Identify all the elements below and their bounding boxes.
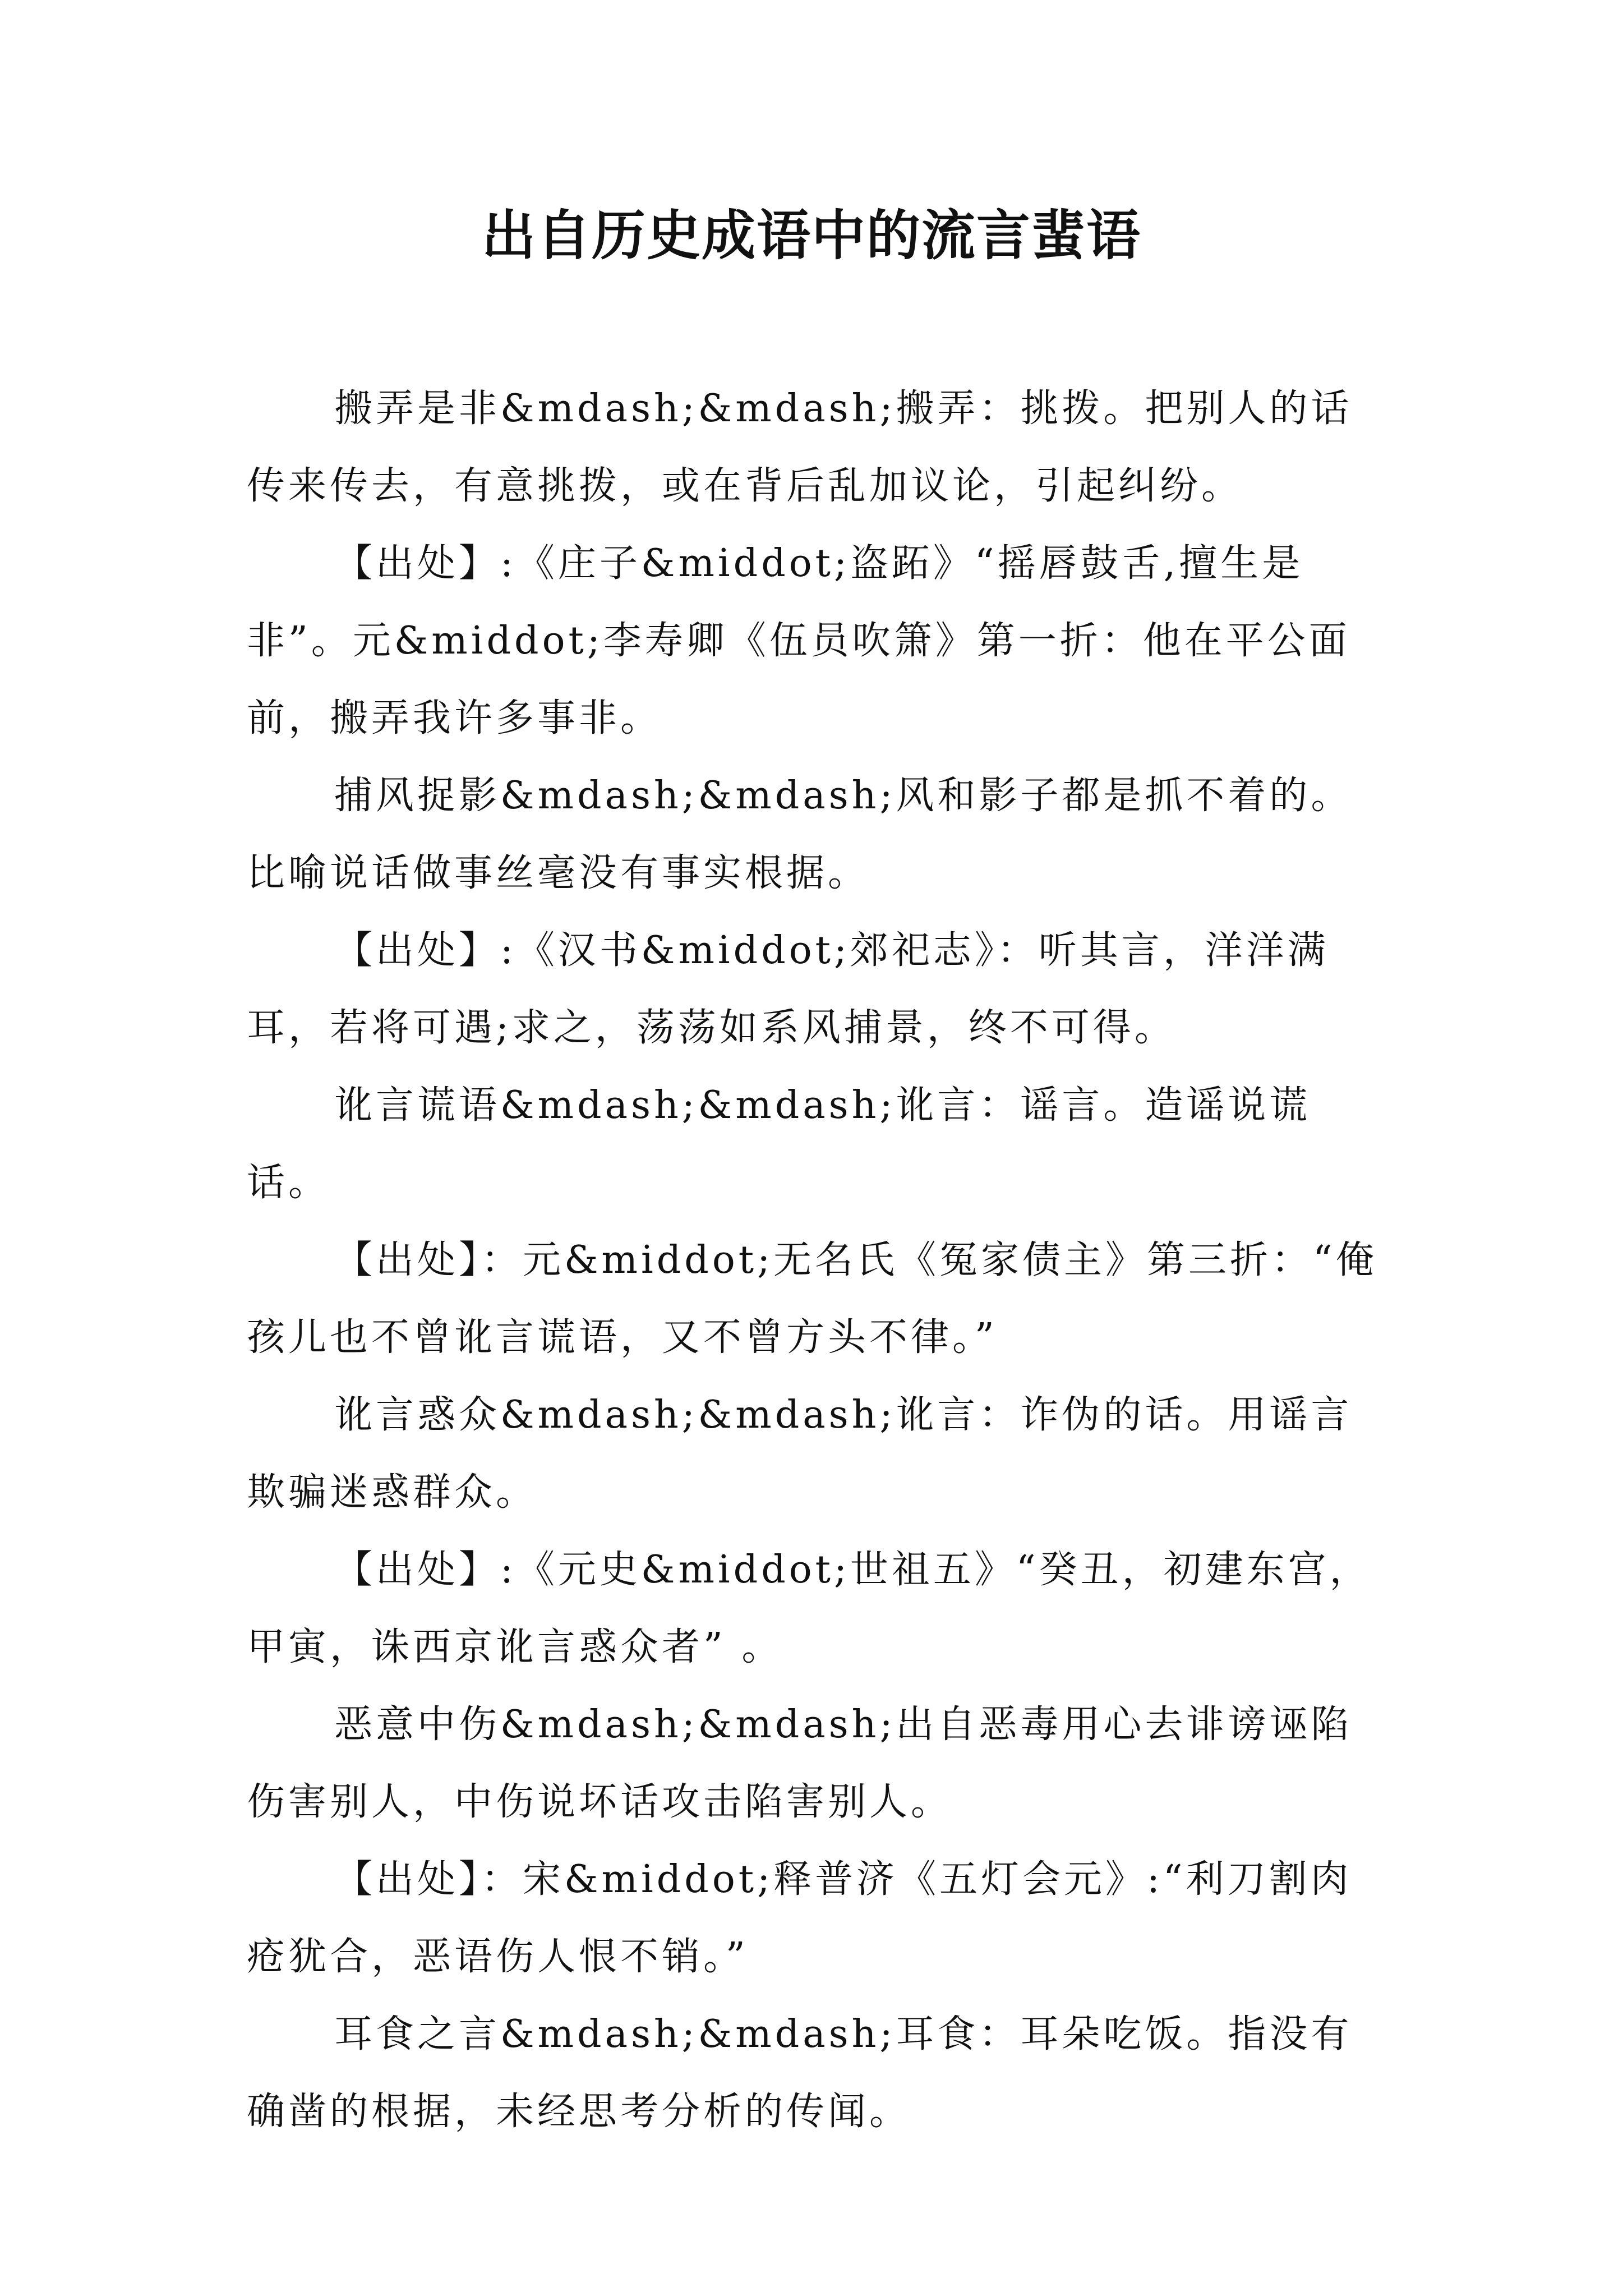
paragraph-9: 恶意中伤&mdash;&mdash;出自恶毒用心去诽谤诬陷伤害别人，中伤说坏话攻击陷害别人。 xyxy=(247,1703,1353,1824)
paragraph-6: 【出处】：元&middot;无名氏《冤家债主》第三折：“俺孩儿也不曾讹言谎语，又不曾方头不律。” xyxy=(247,1238,1377,1360)
paragraph-7: 讹言惑众&mdash;&mdash;讹言：诈伪的话。用谣言欺骗迷惑群众。 xyxy=(247,1393,1353,1515)
paragraph-10: 【出处】：宋&middot;释普济《五灯会元》:“利刀割肉疮犹合，恶语伤人恨不销。” xyxy=(247,1857,1352,1979)
paragraph-11: 耳食之言&mdash;&mdash;耳食：耳朵吃饭。指没有确凿的根据，未经思考分析的传闻。 xyxy=(247,2012,1353,2134)
paragraph-1: 搬弄是非&mdash;&mdash;搬弄：挑拨。把别人的话传来传去，有意挑拨，或在背后乱加议论，引起纠纷。 xyxy=(247,386,1353,508)
paragraph-5: 讹言谎语&mdash;&mdash;讹言：谣言。造谣说谎话。 xyxy=(247,1083,1311,1205)
paragraph-4: 【出处】:《汉书&middot;郊祀志》：听其言，洋洋满耳，若将可遇;求之，荡荡如系风捕景，终不可得。 xyxy=(247,928,1329,1050)
paragraph-3: 捕风捉影&mdash;&mdash;风和影子都是抓不着的。比喻说话做事丝毫没有事实根据。 xyxy=(247,774,1353,895)
document-body xyxy=(247,370,1391,2151)
document-title: 出自历史成语中的流言蜚语 xyxy=(482,204,1141,267)
paragraph-2: 【出处】:《庄子&middot;盗跖》“摇唇鼓舌,擅生是非”。元&middot;李寿卿《伍员吹箫》第一折：他在平公面前，搬弄我许多事非。 xyxy=(247,541,1350,740)
paragraph-8: 【出处】:《元史&middot;世祖五》“癸丑，初建东宫，甲寅，诛西京讹言惑众者” 。 xyxy=(247,1548,1371,1669)
